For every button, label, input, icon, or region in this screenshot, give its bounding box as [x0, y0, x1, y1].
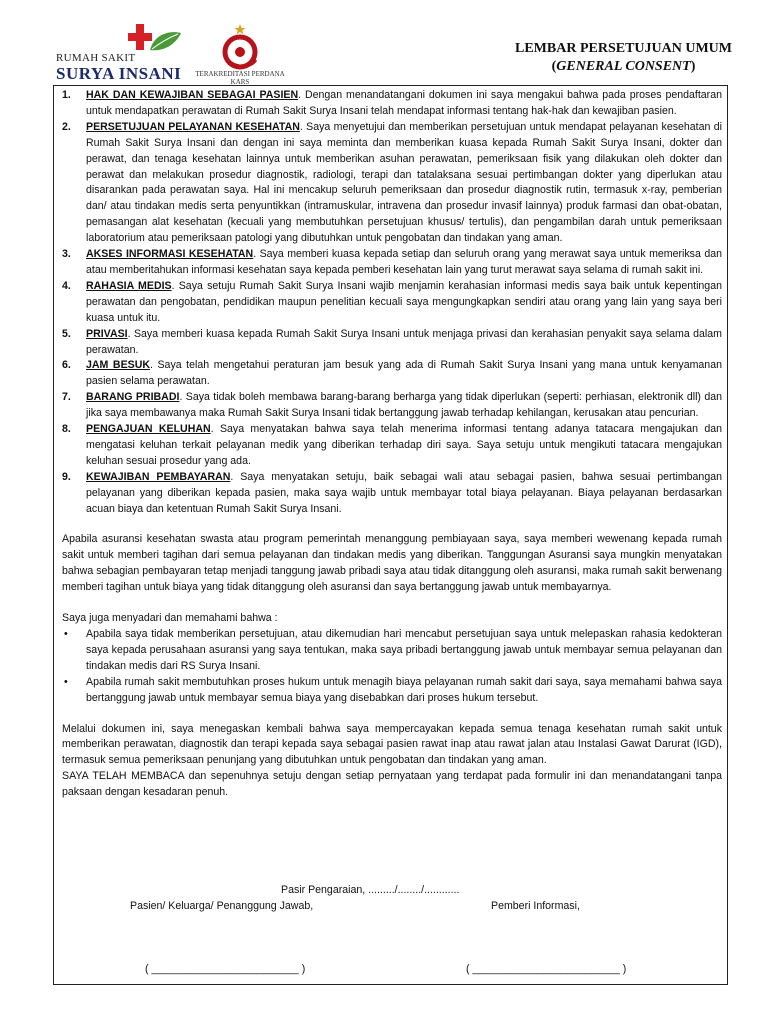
list-item: • Apabila rumah sakit membutuhkan proses hukum untuk menagih biaya pelayanan rumah sakit dari saya, saya memahami bahwa saya bertanggung jawab untuk membayar semua biaya yang disebabkan dari proses hukum tersebut.: [64, 675, 722, 704]
closing-paragraph: Melalui dokumen ini, saya menegaskan kembali bahwa saya mempercayakan kepada semua tenaga kesehatan rumah sakit untuk memberikan perawatan, diagnostik dan terapi kepada saya sebagai pasien rawat inap atau rawat jalan atau Instalasi Gawat Darurat (IGD), termasuk semua pemeriksaan penunjang yang dibutuhkan untuk pengobatan dan tindakan yang aman.: [62, 722, 722, 767]
green-leaf-icon: [148, 30, 182, 52]
item-heading: HAK DAN KEWAJIBAN SEBAGAI PASIEN: [86, 89, 299, 101]
item-text: . Saya menyatakan bahwa saya telah menerima informasi tentang adanya tatacara mengajukan dan mengatasi keluhan terkait pelayanan medik yang diberikan terhadap diri saya. Saya setuju untuk mengikuti tatacara mengajukan keluhan sesuai prosedur yang ada.: [86, 423, 722, 467]
item-heading: AKSES INFORMASI KESEHATAN: [86, 248, 254, 261]
patient-signature-label: Pasien/ Keluarga/ Penanggung Jawab,: [130, 900, 314, 912]
bullet-icon: •: [64, 628, 68, 640]
item-text: . Saya telah mengetahui peraturan jam besuk yang ada di Rumah Sakit Surya Insani yang mana untuk kenyamanan pasien selama perawatan.: [86, 359, 722, 388]
awareness-intro: Saya juga menyadari dan memahami bahwa :: [62, 612, 278, 625]
title-main: LEMBAR PERSETUJUAN UMUM: [515, 41, 732, 56]
accreditation-logo: [195, 22, 285, 86]
title-sub: (GENERAL CONSENT): [551, 59, 696, 74]
item-text: . Saya memberi kuasa kepada setiap dan seluruh orang yang merawat saya untuk memeriksa dan atau memberitahukan informasi kesehatan saya kepada pemberi kesehatan lain yang turut merawat saya selama di rumah sakit ini.: [86, 248, 722, 276]
item-heading: JAM BESUK: [86, 359, 150, 372]
item-text: . Saya menyatakan setuju, baik sebagai wali atau sebagai pasien, bahwa sesuai pertimbangan pelayanan yang diberikan kepada pasien, maka saya wajib untuk membayar total biaya pelayanan. Biaya pelayanan berdasarkan acuan biaya dan ketentuan Rumah Sakit Surya Insani.: [86, 470, 722, 515]
consent-item: 8. PENGAJUAN KELUHAN. Saya menyatakan bahwa saya telah menerima informasi tentang adanya tatacara mengajukan dan mengatasi keluhan terkait pelayanan medik yang diberikan terhadap diri saya. Saya setuju untuk mengikuti tatacara mengajukan keluhan sesuai prosedur yang ada.: [62, 423, 722, 467]
consent-item: 9. KEWAJIBAN PEMBAYARAN. Saya menyatakan setuju, baik sebagai wali atau sebagai pasien, bahwa sesuai pertimbangan pelayanan yang diberikan kepada pasien, maka saya wajib untuk membayar total biaya pelayanan. Biaya pelayanan berdasarkan acuan biaya dan ketentuan Rumah Sakit Surya Insani.: [62, 470, 722, 515]
consent-item: 1. HAK DAN KEWAJIBAN SEBAGAI PASIEN. Dengan menandatangani dokumen ini saya mengakui bahwa pada proses pendaftaran untuk mendapatkan perawatan di Rumah Sakit Surya Insani telah mendapat informasi tentang hak-hak dan kewajiban pasien.: [62, 89, 722, 117]
list-item: • Apabila saya tidak memberikan persetujuan, atau dikemudian hari mencabut persetujuan saya untuk melepaskan rahasia kedokteran saya kepada perusahaan asuransi yang saya tentukan, maka saya pribadi bertanggung jawab untuk membayar semua pelayanan dan tindakan medis dari RS Surya Insani.: [64, 628, 722, 672]
item-heading: PRIVASI: [86, 327, 128, 340]
hospital-logo: [56, 24, 186, 83]
item-text: . Saya tidak boleh membawa barang-barang berharga yang tidak diperlukan (seperti: perhiasan, elektronik dll) dan jika saya membawanya maka Rumah Sakit Surya Insani tidak bertanggung jawab terhadap kehilangan, kerusakan atau pencurian.: [86, 391, 722, 420]
place-date: Pasir Pengaraian, ........./......../............: [281, 884, 460, 896]
awareness-list: [62, 627, 722, 707]
hospital-name: SURYA INSANI: [56, 64, 182, 83]
accreditation-body: KARS: [230, 78, 250, 86]
consent-item: 2. PERSETUJUAN PELAYANAN KESEHATAN. Saya menyetujui dan memberikan persetujuan untuk mendapat pelayanan kesehatan di Rumah Sakit Surya Insani dan dengan ini saya meminta dan memberikan kuasa kepada Rumah Sakit Surya Insani, dokter dan perawat, dan tenaga kesehatan lainnya untuk memberikan asuhan perawatan, pemeriksaan fisik yang dilakukan oleh dokter dan perawat dan melakukan prosedur diagnostik, radiologi, terapi dan tatalaksana sesuai pertimbangan dokter yang diperlukan atau disarankan pada perawatan saya. Hal ini mencakup seluruh pemeriksaan dan prosedur diagnostik rutin, termasuk x-ray, pemberian dan/ atau tindakan medis serta penyuntikkan (intramuskular, intravena dan prosedur invasif lainnya) produk farmasi dan obat-obatan, pemasangan alat kesehatan (kecuali yang membutuhkan persetujuan khusus/ tertulis), dan pengambilan darah untuk pemeriksaan laboratorium atau pemeriksaan patologi yang dibutuhkan untuk pengobatan dan tindakan yang aman.: [62, 120, 722, 245]
item-heading: PENGAJUAN KELUHAN: [86, 423, 211, 436]
document-body: [62, 88, 722, 801]
kars-emblem-icon: [210, 22, 270, 70]
item-heading: KEWAJIBAN PEMBAYARAN: [86, 470, 231, 483]
item-heading: PERSETUJUAN PELAYANAN KESEHATAN: [86, 120, 300, 133]
item-text: . Saya menyetujui dan memberikan persetujuan untuk mendapat pelayanan kesehatan di Rumah Sakit Surya Insani dan dengan ini saya meminta dan memberikan kuasa kepada Rumah Sakit Surya Insani, dokter dan perawat, dan tenaga kesehatan lainnya untuk memberikan asuhan perawatan, pemeriksaan fisik yang dilakukan oleh dokter dan perawat dan melakukan prosedur diagnostik, radiologi, terapi dan tatalaksana sesuai pertimbangan dokter yang diperlukan atau disarankan pada perawatan saya. Hal ini mencakup seluruh pemeriksaan dan prosedur diagnostik rutin, termasuk x-ray, pemberian dan/ atau tindakan medis serta penyuntikkan (intramuskular, intravena dan prosedur invasif lainnya) produk farmasi dan obat-obatan, pemasangan alat kesehatan (kecuali yang membutuhkan persetujuan khusus/ tertulis), dan pengambilan darah untuk pemeriksaan laboratorium atau pemeriksaan patologi yang dibutuhkan untuk pengobatan dan tindakan yang aman.: [86, 120, 722, 245]
item-text: . Saya memberi kuasa kepada Rumah Sakit Surya Insani untuk menjaga privasi dan kerahasian penyakit saya selama dalam perawatan.: [86, 327, 722, 356]
consent-item: 4. RAHASIA MEDIS. Saya setuju Rumah Sakit Surya Insani wajib menjamin kerahasian informasi medis saya baik untuk kepentingan perawatan dan pengobatan, pendidikan maupun penelitian kecuali saya mengungkapkan sendiri atau orang yang lain yang saya beri kuasa untuk itu.: [62, 279, 722, 324]
patient-signature-line: ( _________________________ ): [145, 963, 306, 975]
document-title: [515, 40, 732, 76]
hospital-prefix: RUMAH SAKIT: [56, 52, 136, 64]
consent-items: [62, 88, 722, 517]
consent-item: 5. PRIVASI. Saya memberi kuasa kepada Rumah Sakit Surya Insani untuk menjaga privasi dan kerahasian penyakit saya selama dalam perawatan.: [62, 327, 722, 356]
document-header: [0, 0, 768, 86]
item-text: . Dengan menandatangani dokumen ini saya mengakui bahwa pada proses pendaftaran untuk mendapatkan perawatan di Rumah Sakit Surya Insani telah mendapat informasi tentang hak-hak dan kewajiban pasien.: [86, 89, 722, 117]
informant-signature-label: Pemberi Informasi,: [491, 900, 580, 912]
declaration: SAYA TELAH MEMBACA dan sepenuhnya setuju dengan setiap pernyataan yang terdapat pada formulir ini dan menandatangani tanpa paksaan dengan kesadaran penuh.: [62, 770, 722, 799]
item-heading: RAHASIA MEDIS: [86, 279, 172, 292]
item-text: . Saya setuju Rumah Sakit Surya Insani wajib menjamin kerahasian informasi medis saya baik untuk kepentingan perawatan dan pengobatan, pendidikan maupun penelitian kecuali saya mengungkapkan sendiri atau orang yang lain yang saya beri kuasa untuk itu.: [86, 279, 722, 324]
consent-item: 6. JAM BESUK. Saya telah mengetahui peraturan jam besuk yang ada di Rumah Sakit Surya Insani yang mana untuk kenyamanan pasien selama perawatan.: [62, 359, 722, 388]
item-heading: BARANG PRIBADI: [86, 391, 180, 404]
insurance-paragraph: Apabila asuransi kesehatan swasta atau program pemerintah menanggung pembiayaan saya, saya memberi wewenang kepada rumah sakit untuk memberi tagihan dari semua pelayanan dan tindakan medis yang diberikan. Tanggungan Asuransi saya mungkin menyatakan bahwa sebagian pembayaran tetap menjadi tanggung jawab pribadi saya atau tidak ditanggung oleh asuransi, maka rumah sakit berwenang memberi tagihan untuk biaya yang tidak ditanggung oleh asuransi dan saya bertanggung jawab untuk membayarnya.: [62, 533, 722, 594]
informant-signature-line: ( _________________________ ): [466, 963, 627, 975]
accreditation-text: TERAKREDITASI PERDANA: [195, 70, 285, 78]
consent-item: 7. BARANG PRIBADI. Saya tidak boleh membawa barang-barang berharga yang tidak diperlukan (seperti: perhiasan, elektronik dll) dan jika saya membawanya maka Rumah Sakit Surya Insani tidak bertanggung jawab terhadap kehilangan, kerusakan atau pencurian.: [62, 391, 722, 420]
consent-item: 3. AKSES INFORMASI KESEHATAN. Saya memberi kuasa kepada setiap dan seluruh orang yang merawat saya untuk memeriksa dan atau memberitahukan informasi kesehatan saya kepada pemberi kesehatan lain yang turut merawat saya selama di rumah sakit ini.: [62, 248, 722, 276]
bullet-icon: •: [64, 675, 68, 688]
